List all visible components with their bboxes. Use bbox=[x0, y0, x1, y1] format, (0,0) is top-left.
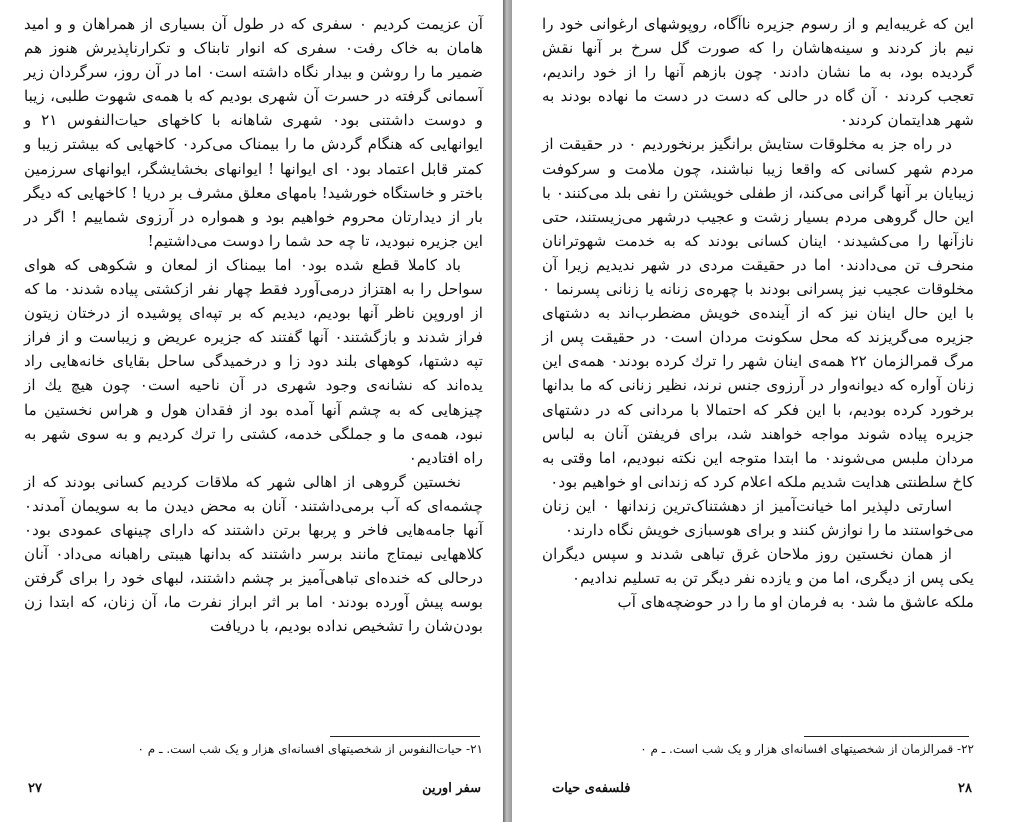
right-running-title: فلسفه‌ی حیات bbox=[552, 781, 631, 796]
left-page-number: ۲۷ bbox=[28, 781, 42, 796]
right-paragraph-4: از همان نخستین روز ملاحان غرق تباهی شدند و سپس دیگران یکی پس از دیگری، اما من و یازده نفر دیگر تن به تسلیم ندادیم۰ bbox=[542, 545, 974, 588]
right-page-body bbox=[542, 12, 974, 614]
right-paragraph-1: این که غریبه‌ایم و از رسوم جزیره ناآگاه، روپوشهای ارغوانی خود را نیم باز کردند و سینه‌هاشان را که صورت گل سرخ بر آنها نقش گردیده بود، به ما نشان دادند۰ چون بازهم آنها را از خود راندیم، تعجب کردند ۰ آن گاه در حالی که دست در دست ما نهاده بودند به شهر هدایتمان کردند۰ bbox=[542, 15, 975, 130]
left-paragraph-2: باد کاملا قطع شده بود۰ اما بیمناک از لمعان و شکوهی که هوای سواحل را به اهتزاز درمی‌آورد فقط چهار نفر ازکشتی پیاده شدند۰ ما که از اوروپن ناظر آنها بودیم، دیدیم که بر تپه‌ای پوشیده از درختان زیتون فراز شدند و بازگشتند۰ آنها گفتند که جزیره عریض و زیباست و از فراز تپه دشتها، کوههای بلند دود زا و درخمیدگی ساحل بقایای خانه‌هایی راد یده‌اند که نشانه‌ی وجود شهری در آن ناحیه است۰ چون هیچ یك از چیزهایی که به چشم آنها آمده بود از فقدان هول و هراس نخستین ما نبود، همه‌ی ما و جملگی خدمه، کشتی را ترك کردیم و به سوی شهر به راه افتادیم۰ bbox=[24, 255, 484, 467]
right-paragraph-3: اسارتی دلپذیر اما خیانت‌آمیز از دهشتناک‌ترین زندانها ۰ این زنان می‌خواستند ما را نوازش کنند و برای هوسبازی خویش نگاه دارند۰ bbox=[542, 496, 974, 539]
left-paragraph-3: نخستین گروهی از اهالی شهر که ملاقات کردیم کسانی بودند که از چشمه‌ای که آب برمی‌داشتند۰ آنان به محض دیدن ما به سویمان آمدند۰ آنها جامه‌هایی فاخر و پربها برتن داشتند که دارای چینهای عمودی بود۰ کلاههایی نیمتاج مانند برسر داشتند که بدانها هیبتی راهبانه می‌داد۰ آنان درحالی که خنده‌ای تباهی‌آمیز بر چشم داشتند، لبهای خود را برای گرفتن بوسه پیش آورده بودند۰ اما بر اثر ابراز نفرت ما، آن زنان، که ابتدا زن بودن‌شان را تشخیص نداده بودیم، با دریافت bbox=[24, 472, 484, 636]
right-page bbox=[512, 0, 1014, 822]
left-footnote: ۲۱- حیات‌النفوس از شخصیتهای افسانه‌ای هزار و یک شب است. ـ م ۰ bbox=[137, 742, 483, 756]
left-page bbox=[0, 0, 503, 822]
left-page-body bbox=[24, 12, 483, 638]
right-page-number: ۲۸ bbox=[958, 781, 972, 796]
left-running-title: سفر اورین bbox=[422, 781, 481, 796]
right-footnote: ۲۲- قمرالزمان از شخصیتهای افسانه‌ای هزار و یک شب است. ـ م ۰ bbox=[640, 742, 974, 756]
left-paragraph-1: آن عزیمت کردیم ۰ سفری که در طول آن بسیاری از همراهان و و امید هامان به خاک رفت۰ سفری که انوار تابناک و تکرارناپذیرش هنوز هم ضمیر ما را روشن و بیدار نگاه داشته است۰ اما در آن روز، سرگردان زیر آسمانی گرفته در حسرت آن شهری بودیم که با همه‌ی شهوت طلبی، زیبا و دوست داشتنی بود۰ شهری شاهانه با کاخهای حیات‌النفوس ۲۱ و ایوانهایی که هنگام گردش ما را بیمناک می‌کرد۰ کاخهایی که بیشتر زیبا و کمتر قابل اعتماد بود۰ ای ایوانها ! ایوانهای بخشایشگر، ایوانهای سرزمین باختر و خاستگاه خورشید! بامهای معلق مشرف بر دریا ! کاخهایی که دیگر بار از دیدارتان محروم خواهیم بود و همواره در آرزوی شماییم ! اگر در این جزیره نبودید، تا چه حد شما را دوست می‌داشتیم! bbox=[24, 15, 484, 250]
right-paragraph-5: ملکه عاشق ما شد۰ به فرمان او ما را در حوضچه‌های آب bbox=[617, 593, 974, 612]
right-footnote-rule bbox=[804, 736, 969, 737]
right-paragraph-2: در راه جز به مخلوقات ستایش برانگیز برنخوردیم ۰ در حقیقت از مردم شهر کسانی که واقعا زیبا نباشند، چون ملامت و سرکوفت زیبایان بر آنها گرانی می‌کند، از طفلی خویشتن را نفی بلد می‌کنند۰ با این حال گروهی مردم بسیار زشت و عجیب درشهر می‌زیستند، حتی نازآنها را می‌کشیدند۰ اینان کسانی بودند که به خدمت شهوترانان منحرف تن می‌دادند۰ اما در حقیقت مردی در شهر ندیدیم زیرا آن مخلوقات عجیب نیز پسرانی بودند با چهره‌ی زنانه یا زنانی پسرنما ۰ با این حال اینان نیز که از آینده‌ی خویش مضطرب‌اند به دشتهای جزیره می‌گریزند که محل سکونت مردان است۰ در حقیقت پس از مرگ قمرالزمان ۲۲ همه‌ی اینان شهر را ترك کرده بودند۰ همه‌ی این زنان آواره که دیوانه‌وار در آرزوی جنس نرند، نظیر زنانی که ما بدانها برخورد کرده بودیم، با این فکر که احتمالا با مردانی که در دشتهای جزیره پیاده شوند مواجه خواهند شد، برای فریفتن آنان به لباس مردان ملبس می‌شوند۰ ما ابتدا متوجه این نکته نبودیم، اما وقتی به کاخ سلطنتی هدایت شدیم ملکه اعلام کرد که زندانی او خواهیم بود۰ bbox=[542, 135, 975, 491]
left-footnote-rule bbox=[330, 736, 480, 737]
book-gutter bbox=[503, 0, 512, 822]
